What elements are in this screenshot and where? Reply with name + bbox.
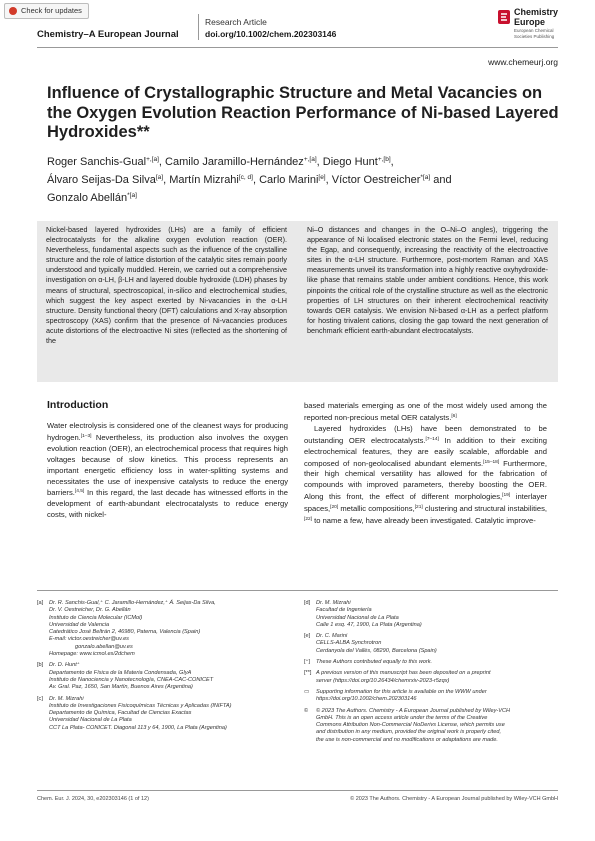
affiliation-line: Universidad Nacional de La Plata <box>316 614 399 621</box>
author-affiliation-marker: [c, d] <box>238 174 253 181</box>
citation-link[interactable]: [15–18] <box>483 459 500 465</box>
paragraph-text: Nevertheless, its production also involves the oxygen evolution reaction (OER), an electrochemical process that requires high voltages because of slow kinetics. This process represents an important energetic efficiency loss in water-splitting systems and necessitates the use of inexpensive catalysts to reduce the energy barriers. <box>47 432 288 498</box>
author-name: Camilo Jaramillo-Hernández <box>165 156 304 168</box>
author-affiliation-marker: [a] <box>155 174 164 181</box>
affiliation-line[interactable]: Homepage: www.icmol.es/2dchem <box>49 651 135 658</box>
affiliation-line: the use is non-commercial and no modifications or adaptations are made. <box>316 736 498 743</box>
citation-link[interactable]: [21] <box>414 505 423 511</box>
article-title: Influence of Crystallographic Structure and Metal Vacancies on the Oxygen Evolution Reaction Performance of Ni-based Layered Hydroxides** <box>47 84 559 141</box>
affiliation-line: Facultad de Ingeniería <box>316 607 372 614</box>
intro-left-column <box>47 421 288 521</box>
affiliation-line: Instituto de Ciencia Molecular (ICMol) <box>49 614 143 621</box>
paragraph-text: Water electrolysis is considered one of the cleanest ways for producing hydrogen. <box>47 421 288 442</box>
copyright-line: © 2023 The Authors. Chemistry - A European Journal published by Wiley-VCH GmbH <box>350 796 558 802</box>
abstract-right-column: Ni–O distances and changes in the O–Ni–O angles), triggering the appearance of Ni localised electronic states on the Fermi level, reducing the Egap, and consequently, increasing the reactivity of the electroactive sites in the α-LH structure. Furthermore, post-mortem Raman and XAS measurements unveil its transformation into a highly reactive oxyhydroxide-like phase that remains stable under ambient conditions. Hence, this work pinpoints the critical role of the crystalline structure as well as the electronic properties of LH structures on their inherent electrochemical reactivity towards OER catalysis. We envision Ni-based α-LH as a perfect platform for hosting trivalent cations, closing the gap toward the next generation of benchmark efficient earth-abundant electrocatalysts. <box>307 225 548 335</box>
affiliation-line: Supporting information for this article is available on the WWW under <box>316 689 487 695</box>
paragraph-text: Layered hydroxides (LHs) have been demonstrated to be outstanding OER electrocatalysts. <box>304 423 547 445</box>
author-name: Martín Mizrahi <box>169 174 239 186</box>
affiliation-line[interactable]: gonzalo.abellan@uv.es <box>75 643 133 650</box>
citation-link[interactable]: [7–14] <box>425 436 439 442</box>
author-name: Diego Hunt <box>322 156 378 168</box>
intro-paragraph <box>304 424 547 527</box>
affiliation-line: Dr. M. Mizrahi <box>316 600 351 606</box>
citation-link[interactable]: [4,5] <box>74 489 85 495</box>
affiliation-line[interactable]: E-mail: victor.oestreicher@uv.es <box>49 636 129 643</box>
author-name: Víctor Oestreicher <box>331 174 421 186</box>
affiliation-tag: [b] <box>37 662 44 669</box>
affiliation-tag: © <box>304 707 309 714</box>
affiliation-tag: [⁺] <box>304 659 311 666</box>
affiliation-line[interactable]: https://doi.org/10.1002/chem.202303146 <box>316 696 417 703</box>
affiliation-tag: [**] <box>304 670 312 677</box>
author-name: Álvaro Seijas-Da Silva <box>47 174 156 186</box>
affiliation-line: Dr. V. Oestreicher, Dr. G. Abellán <box>49 607 131 614</box>
author-affiliation-marker: *[a] <box>127 192 137 199</box>
affiliation-tag: [a] <box>37 600 44 606</box>
affiliation-line: Departamento de Química, Facultad de Ciencias Exactas <box>49 710 192 717</box>
paragraph-text: interlayer spaces, <box>304 492 547 514</box>
publisher-line2: Europe <box>514 17 546 27</box>
paragraph-text: clustering and structural instabilities, <box>422 504 547 514</box>
affiliations-left <box>37 600 292 790</box>
affiliation-line: Instituto de Investigaciones Fisicoquímicas Técnicas y Aplicadas (INIFTA) <box>49 702 232 709</box>
affiliation-text <box>49 696 232 732</box>
paragraph-text: In this regard, the last decade has witnessed efforts in the development of earth-abundant electrocatalysts to reduce energy costs, with nickel- <box>47 488 288 520</box>
abstract-left-column: Nickel-based layered hydroxides (LHs) are a family of efficient electrocatalysts for the alkaline oxygen evolution reaction (OER). Nevertheless, fundamental aspects such as the influence of the crystalline structure and the role of lattice distortion of the catalytic sites remain poorly understood and typically muddled. Herein, we carried out a comprehensive investigation on α-LH, β-LH and layered double hydroxide (LDH) phases by means of structural, spectroscopical, in-silico and electrochemical studies, which suggest the key aspect exerted by Ni-vacancies in the α-LH structure. Density functional theory (DFT) calculations and X-ray absorption spectroscopy (XAS) confirm that the presence of Ni-vacancies produces acute distortions of the electroactive Ni sites (reflected as the shortening of the <box>46 225 287 346</box>
author-line-3 <box>47 188 567 206</box>
author-line-2: Álvaro Seijas-Da Silva[a], Martín Mizrahi[c, d], Carlo Marini[e], Víctor Oestreicher$^{*[a]}$ and <box>47 174 452 186</box>
website-link[interactable]: www.chemeurj.org <box>488 57 558 67</box>
affiliation-line: These Authors contributed equally to this work. <box>316 659 433 666</box>
affiliation-line: Calle 1 esq. 47, 1900, La Plata (Argentina) <box>316 621 422 628</box>
paragraph-text: In addition to their exciting electrochemical features, they are easily scalable, affordable and composed of non-geolocalised abundant elements. <box>304 435 547 468</box>
citation-line: Chem. Eur. J. 2024, 30, e202303146 (1 of 12) <box>37 796 149 802</box>
affiliation-line: Dr. C. Marini <box>316 633 348 640</box>
header-divider <box>198 14 199 40</box>
affiliation-text <box>316 633 437 655</box>
journal-name: Chemistry–A European Journal <box>37 29 179 40</box>
affiliations-right <box>304 600 560 790</box>
doi-link[interactable]: doi.org/10.1002/chem.202303146 <box>205 29 337 39</box>
affiliation-line: Commons Attribution Non-Commercial NoDerivs License, which permits use <box>316 722 505 729</box>
affiliation-text <box>49 600 216 658</box>
intro-paragraph <box>304 401 547 424</box>
affiliation-line: Dr. R. Sanchis-Gual,⁺ C. Jaramillo-Hernández,⁺ Á. Seijas-Da Silva, <box>49 600 216 606</box>
affiliation-line: GmbH. This is an open access article under the terms of the Creative <box>316 714 488 721</box>
paragraph-text: Furthermore, their high chemical versatility has allowed for the fabrication of compounds with improved parameters, thereby boosting the OER. Along this front, the effect of different morphologies, <box>304 458 547 502</box>
affiliation-line: and distribution in any medium, provided the original work is properly cited, <box>316 729 501 736</box>
affiliation-tag: ▭ <box>304 689 310 695</box>
author-list <box>47 152 567 206</box>
affiliation-line: CCT La Plata- CONICET. Diagonal 113 y 64, 1900, La Plata (Argentina) <box>49 724 227 731</box>
affiliation-tag: [c] <box>37 695 43 702</box>
author-name: Gonzalo Abellán <box>47 192 128 204</box>
article-type: Research Article <box>205 17 267 27</box>
affiliation-line: Instituto de Nanociencia y Nanotecnología, CNEA-CAC-CONICET <box>49 676 214 683</box>
author-name: Roger Sanchis-Gual <box>47 156 147 168</box>
author-affiliation-marker: *[a] <box>420 174 431 181</box>
footnote-rule <box>37 590 558 591</box>
citation-link[interactable]: [20] <box>330 505 339 511</box>
update-icon <box>9 7 17 15</box>
author-name: Carlo Marini <box>259 174 319 186</box>
footer-rule <box>37 790 558 791</box>
publisher-logo <box>498 7 568 43</box>
affiliation-tag: [e] <box>304 633 311 640</box>
intro-paragraph <box>47 421 288 521</box>
author-connector: and <box>433 174 452 186</box>
affiliation-line: Catedrático José Beltrán 2, 46980, Paterna, Valencia (Spain) <box>49 629 201 636</box>
paragraph-text: based materials emerging as one of the most widely used among the reported non-precious metal OER catalysts. <box>304 401 547 422</box>
author-affiliation-marker: +,[a] <box>303 156 317 163</box>
author-affiliation-marker: +,[b] <box>377 156 391 163</box>
affiliation-line: Dr. M. Mizrahi <box>49 695 84 702</box>
check-for-updates-badge[interactable] <box>4 3 89 19</box>
chemistry-europe-logo-icon <box>498 10 510 24</box>
affiliation-text <box>316 659 432 666</box>
publisher-line1: Chemistry <box>514 7 559 17</box>
affiliation-line: Av. Gral. Paz, 1650, San Martín, Buenos Aires (Argentina) <box>49 684 193 691</box>
affiliation-line: A previous version of this manuscript has been deposited on a preprint <box>316 670 491 677</box>
affiliation-line: Cerdanyola del Vallès, 08290, Barcelona (Spain) <box>316 647 437 654</box>
author-affiliation-marker: [e] <box>318 174 326 181</box>
publisher-tagline: European Chemical Societies Publishing <box>514 28 555 39</box>
affiliation-tag: [d] <box>304 600 311 606</box>
intro-right-column <box>304 401 547 527</box>
affiliation-line[interactable]: server (https://doi.org/10.26434/chemrxiv-2023-r5zqx) <box>316 677 450 684</box>
author-line-1: Roger Sanchis-Gual$^{+,[a]}$, Camilo Jaramillo-Hernández$^{+,[a]}$, Diego Hunt$^{+,[b]}$, <box>47 156 394 168</box>
citation-link[interactable]: [19] <box>502 493 511 499</box>
abstract-box <box>37 221 558 382</box>
affiliation-line: CELLS-ALBA Synchrotron <box>316 640 382 647</box>
badge-label: Check for updates <box>21 6 82 15</box>
affiliation-line: Universidad Nacional de La Plata <box>49 717 132 724</box>
citation-link[interactable]: [1–3] <box>80 433 92 439</box>
affiliation-text <box>316 670 491 685</box>
paragraph-text: to name a few, have already been investigated. Catalytic improve- <box>312 516 536 526</box>
paragraph-text: metallic compositions, <box>338 504 415 514</box>
citation-link[interactable]: [22] <box>304 517 313 523</box>
citation-link[interactable]: [6] <box>451 413 457 419</box>
header-rule <box>37 47 558 48</box>
affiliation-text <box>316 689 487 704</box>
affiliation-line: Departamento de Física de la Materia Condensada, GIyA <box>49 669 192 676</box>
affiliation-text <box>316 600 422 629</box>
affiliation-text <box>316 708 510 744</box>
section-heading: Introduction <box>47 399 109 411</box>
affiliation-line: Universidad de Valencia <box>49 621 110 628</box>
affiliation-line: Dr. D. Hunt⁺ <box>49 662 80 669</box>
affiliation-text <box>49 662 213 691</box>
affiliation-line: © 2023 The Authors. Chemistry - A European Journal published by Wiley-VCH <box>316 707 511 714</box>
author-affiliation-marker: +,[a] <box>146 156 159 163</box>
